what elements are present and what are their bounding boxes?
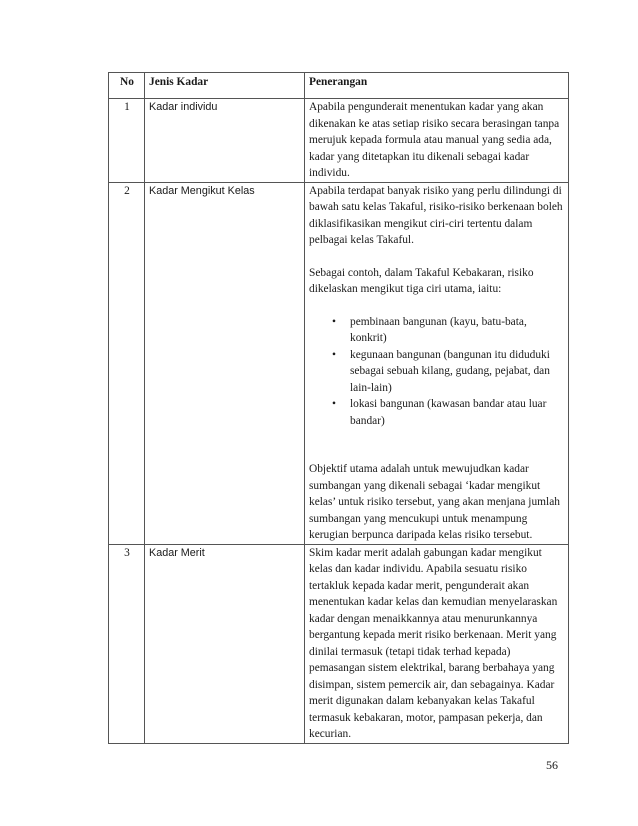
table-header-row	[109, 73, 569, 99]
row-number: 1	[109, 99, 145, 183]
header-penerangan: Penerangan	[305, 73, 569, 99]
header-jenis-kadar: Jenis Kadar	[145, 73, 305, 99]
desc-paragraph: Objektif utama adalah untuk mewujudkan kadar sumbangan yang dikenali sebagai ‘kadar mengikut kelas’ untuk risiko tersebut, yang akan menjana jumlah sumbangan yang mencukupi untuk menampung kerugian berpunca daripada kelas risiko tersebut.	[309, 463, 560, 541]
table-row	[109, 182, 569, 544]
desc-paragraph: Apabila pengunderait menentukan kadar yang akan dikenakan ke atas setiap risiko secara berasingan tanpa merujuk kepada formula atau manual yang sedia ada, kadar yang ditetapkan itu dikenali sebagai kadar individu.	[309, 101, 560, 179]
row-number: 2	[109, 182, 145, 544]
row-number: 3	[109, 544, 145, 743]
row-jenis: Kadar individu	[145, 99, 305, 183]
table-row	[109, 99, 569, 183]
row-desc	[305, 182, 569, 544]
bullet-list	[309, 314, 565, 430]
desc-paragraph: Sebagai contoh, dalam Takaful Kebakaran, risiko dikelaskan mengikut tiga ciri utama, iaitu:	[309, 266, 534, 295]
table-row	[109, 544, 569, 743]
row-desc	[305, 99, 569, 183]
list-item: • lokasi bangunan (kawasan bandar atau luar bandar)	[346, 396, 565, 429]
desc-paragraph: Apabila terdapat banyak risiko yang perlu dilindungi di bawah satu kelas Takaful, risiko-risiko berkenaan boleh diklasifikasikan mengikut ciri-ciri tertentu dalam pelbagai kelas Takaful.	[309, 184, 563, 246]
row-jenis: Kadar Mengikut Kelas	[145, 182, 305, 544]
page-number: 56	[546, 758, 558, 772]
row-jenis: Kadar Merit	[145, 544, 305, 743]
kadar-table	[108, 72, 569, 744]
desc-paragraph: Skim kadar merit adalah gabungan kadar mengikut kelas dan kadar individu. Apabila sesuatu risiko tertakluk kepada kadar merit, pengunderait akan menentukan kadar kelas dan kemudian menyelaraskan kadar dengan menaikkannya atau menurunkannya bergantung kepada merit risiko berkenaan. Merit yang dinilai termasuk (tetapi tidak terhad kepada) pemasangan sistem elektrikal, barang berbahaya yang disimpan, sistem pemercik air, dan sebagainya. Kadar merit digunakan dalam kebanyakan kelas Takaful termasuk kebakaran, motor, pampasan pekerja, dan kecurian.	[309, 546, 558, 740]
list-item: • pembinaan bangunan (kayu, batu-bata, konkrit)	[346, 314, 565, 347]
row-desc	[305, 544, 569, 743]
list-item: • kegunaan bangunan (bangunan itu diduduki sebagai sebuah kilang, gudang, pejabat, dan lain-lain)	[346, 347, 565, 397]
header-no: No	[109, 73, 145, 99]
